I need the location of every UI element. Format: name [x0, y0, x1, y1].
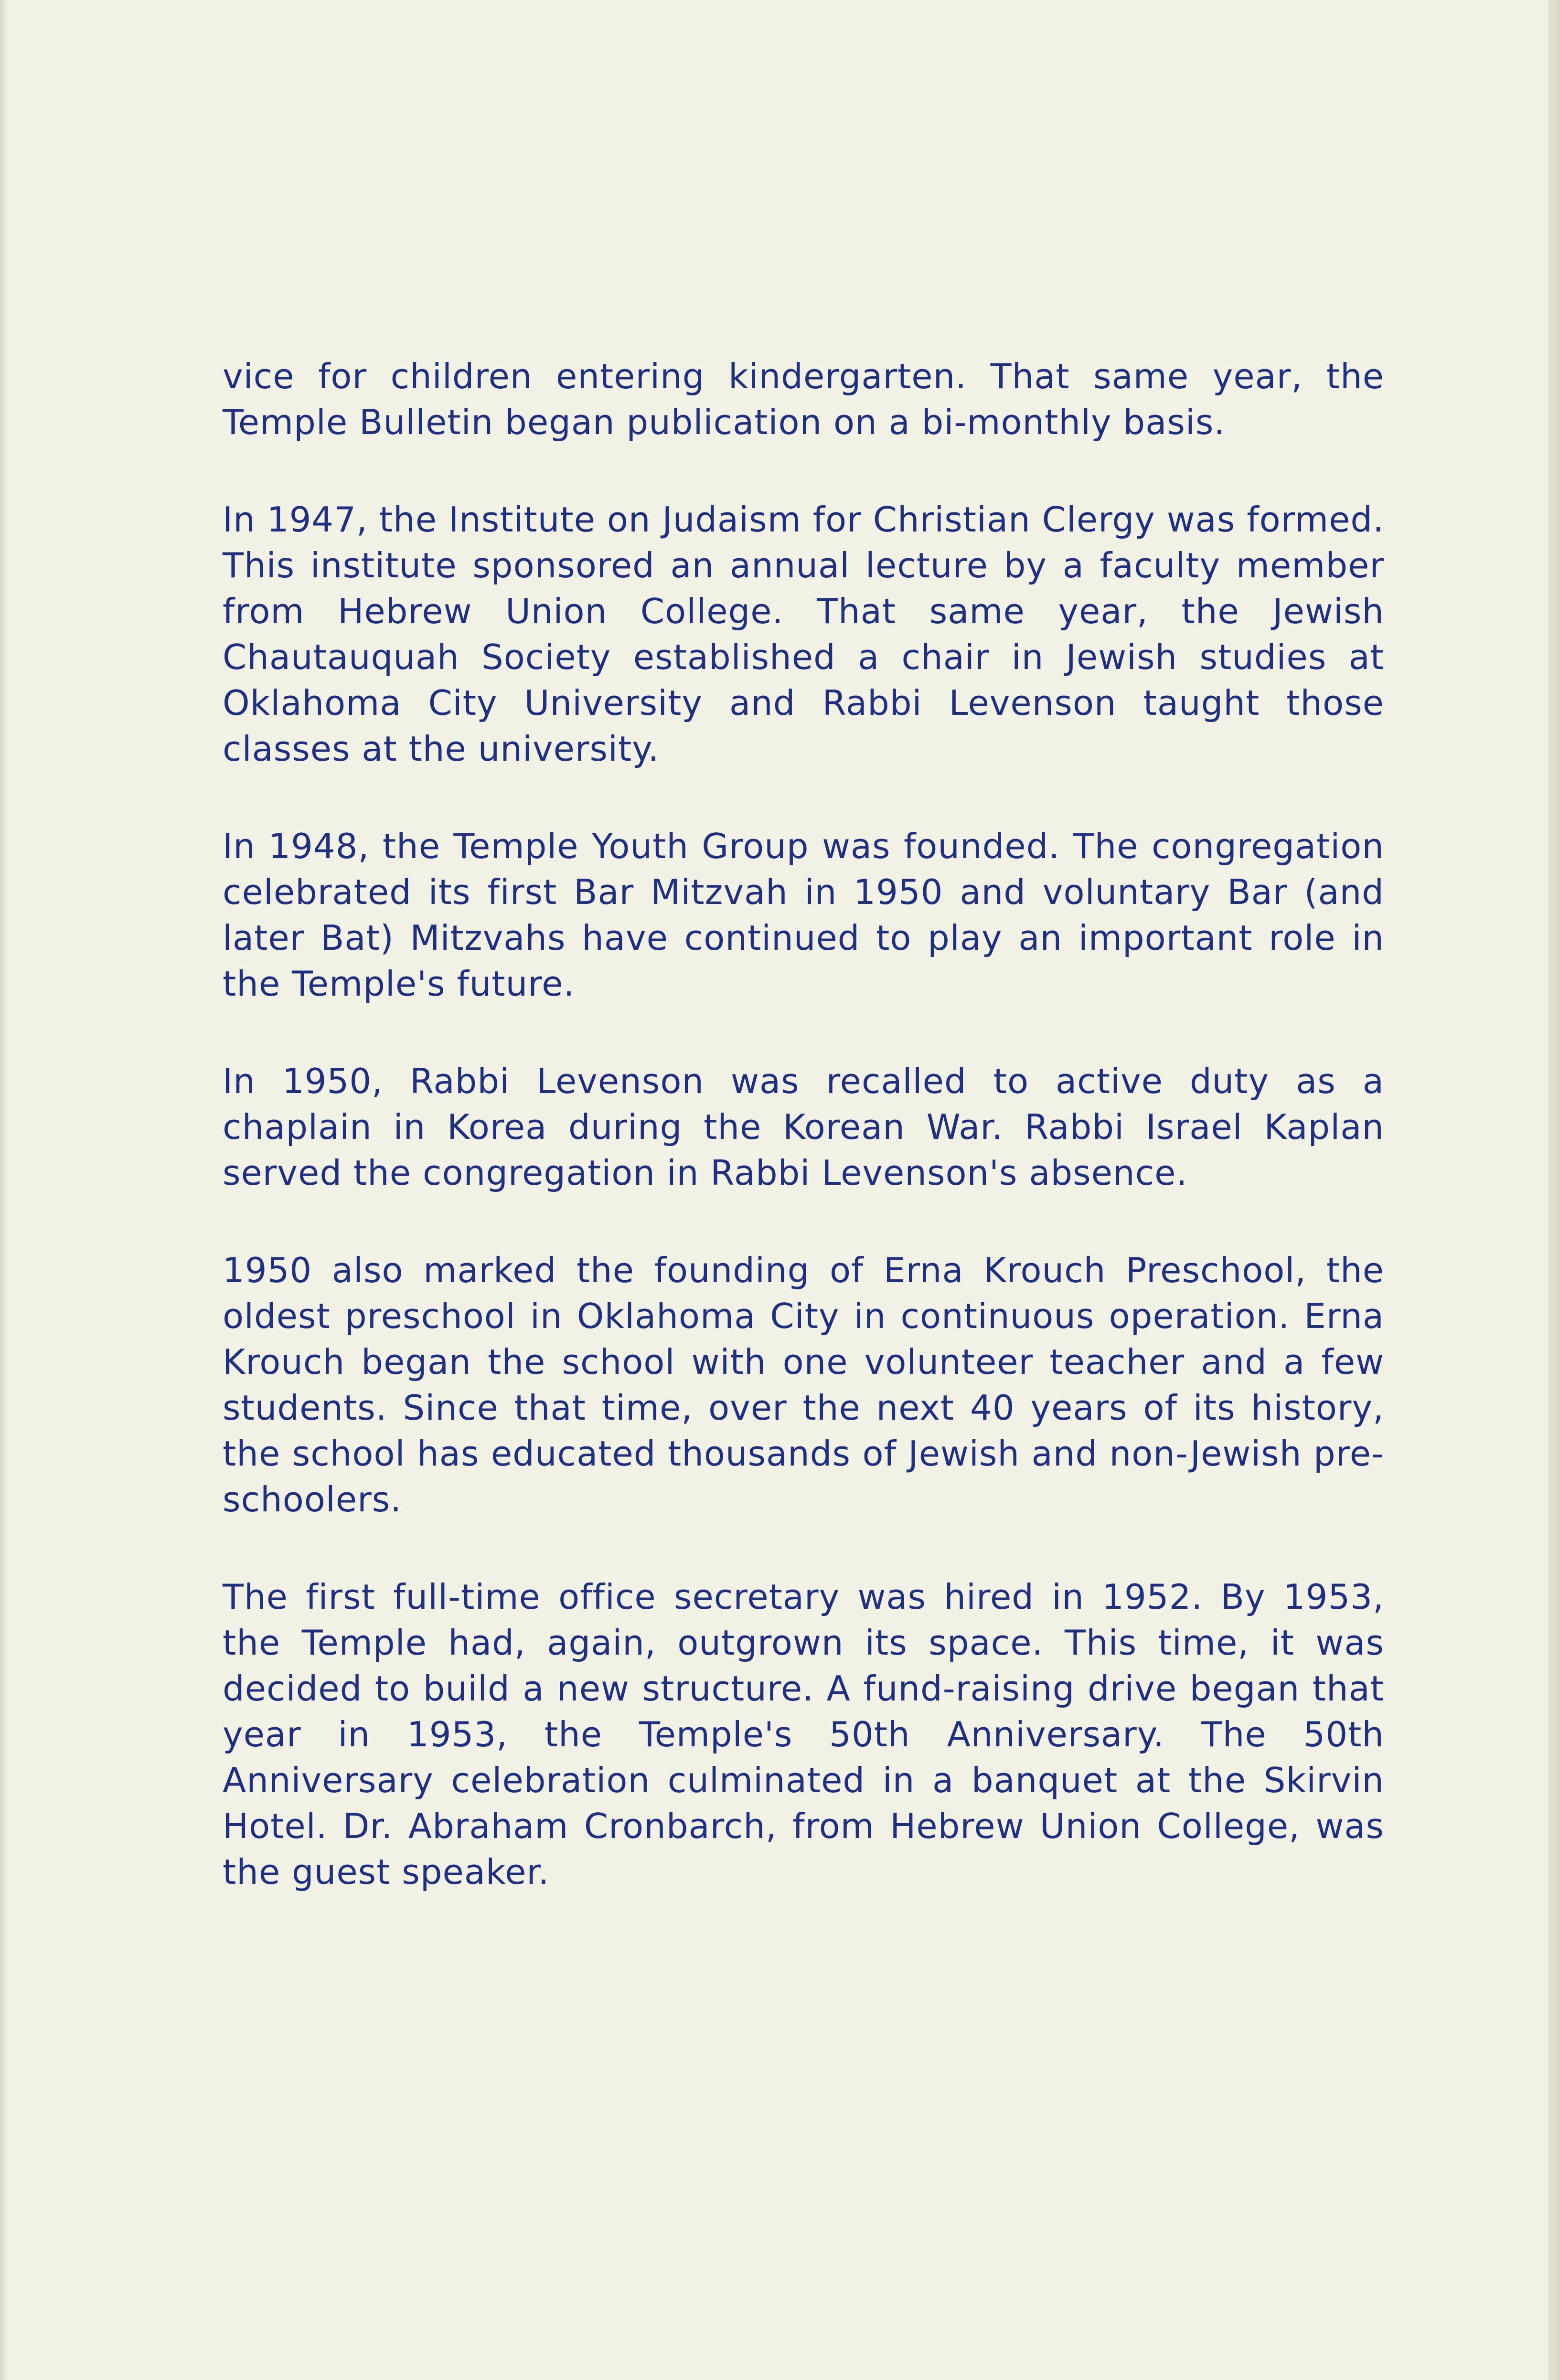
paragraph-preschool-1950: 1950 also marked the founding of Erna Krouch Preschool, the oldest preschool in Oklahoma City in continuous operation. Erna Krouch began the school with one volunteer teacher and a few students. Since that time, over the next 40 years of its history, the school has educated thousands of Jewish and non-Jewish pre-schoolers. — [223, 1250, 1384, 1519]
paragraph-institute-1947: In 1947, the Institute on Judaism for Christian Clergy was formed. This institute sponsored an annual lecture by a faculty member from Hebrew Union College. That same year, the Jewish Chautauquah Society established a chair in Jewish studies at Oklahoma City University and Rabbi Levenson taught those classes at the university. — [223, 499, 1384, 769]
page-edge — [1548, 0, 1559, 2380]
paragraph-kindergarten-bulletin: vice for children entering kindergarten. That same year, the Temple Bulletin began publication on a bi-monthly basis. — [223, 356, 1384, 442]
page-fold-shadow — [0, 0, 7, 2380]
paragraph-anniversary-1953: The first full-time office secretary was hired in 1952. By 1953, the Temple had, again, outgrown its space. This time, it was decided to build a new structure. A fund-raising drive began that year in 1953, the Temple's 50th Anniversary. The 50th Anniversary celebration culminated in a banquet at the Skirvin Hotel. Dr. Abraham Cronbarch, from Hebrew Union College, was the guest speaker. — [223, 1577, 1384, 1892]
body-text — [223, 353, 1384, 1946]
paragraph-youth-group-1948: In 1948, the Temple Youth Group was founded. The congregation celebrated its first Bar Mitzvah in 1950 and voluntary Bar (and later Bat) Mitzvahs have continued to play an important role in the Temple's future. — [223, 826, 1384, 1004]
paragraph-korean-war-1950: In 1950, Rabbi Levenson was recalled to active duty as a chaplain in Korea during the Korean War. Rabbi Israel Kaplan served the congregation in Rabbi Levenson's absence. — [223, 1061, 1384, 1193]
